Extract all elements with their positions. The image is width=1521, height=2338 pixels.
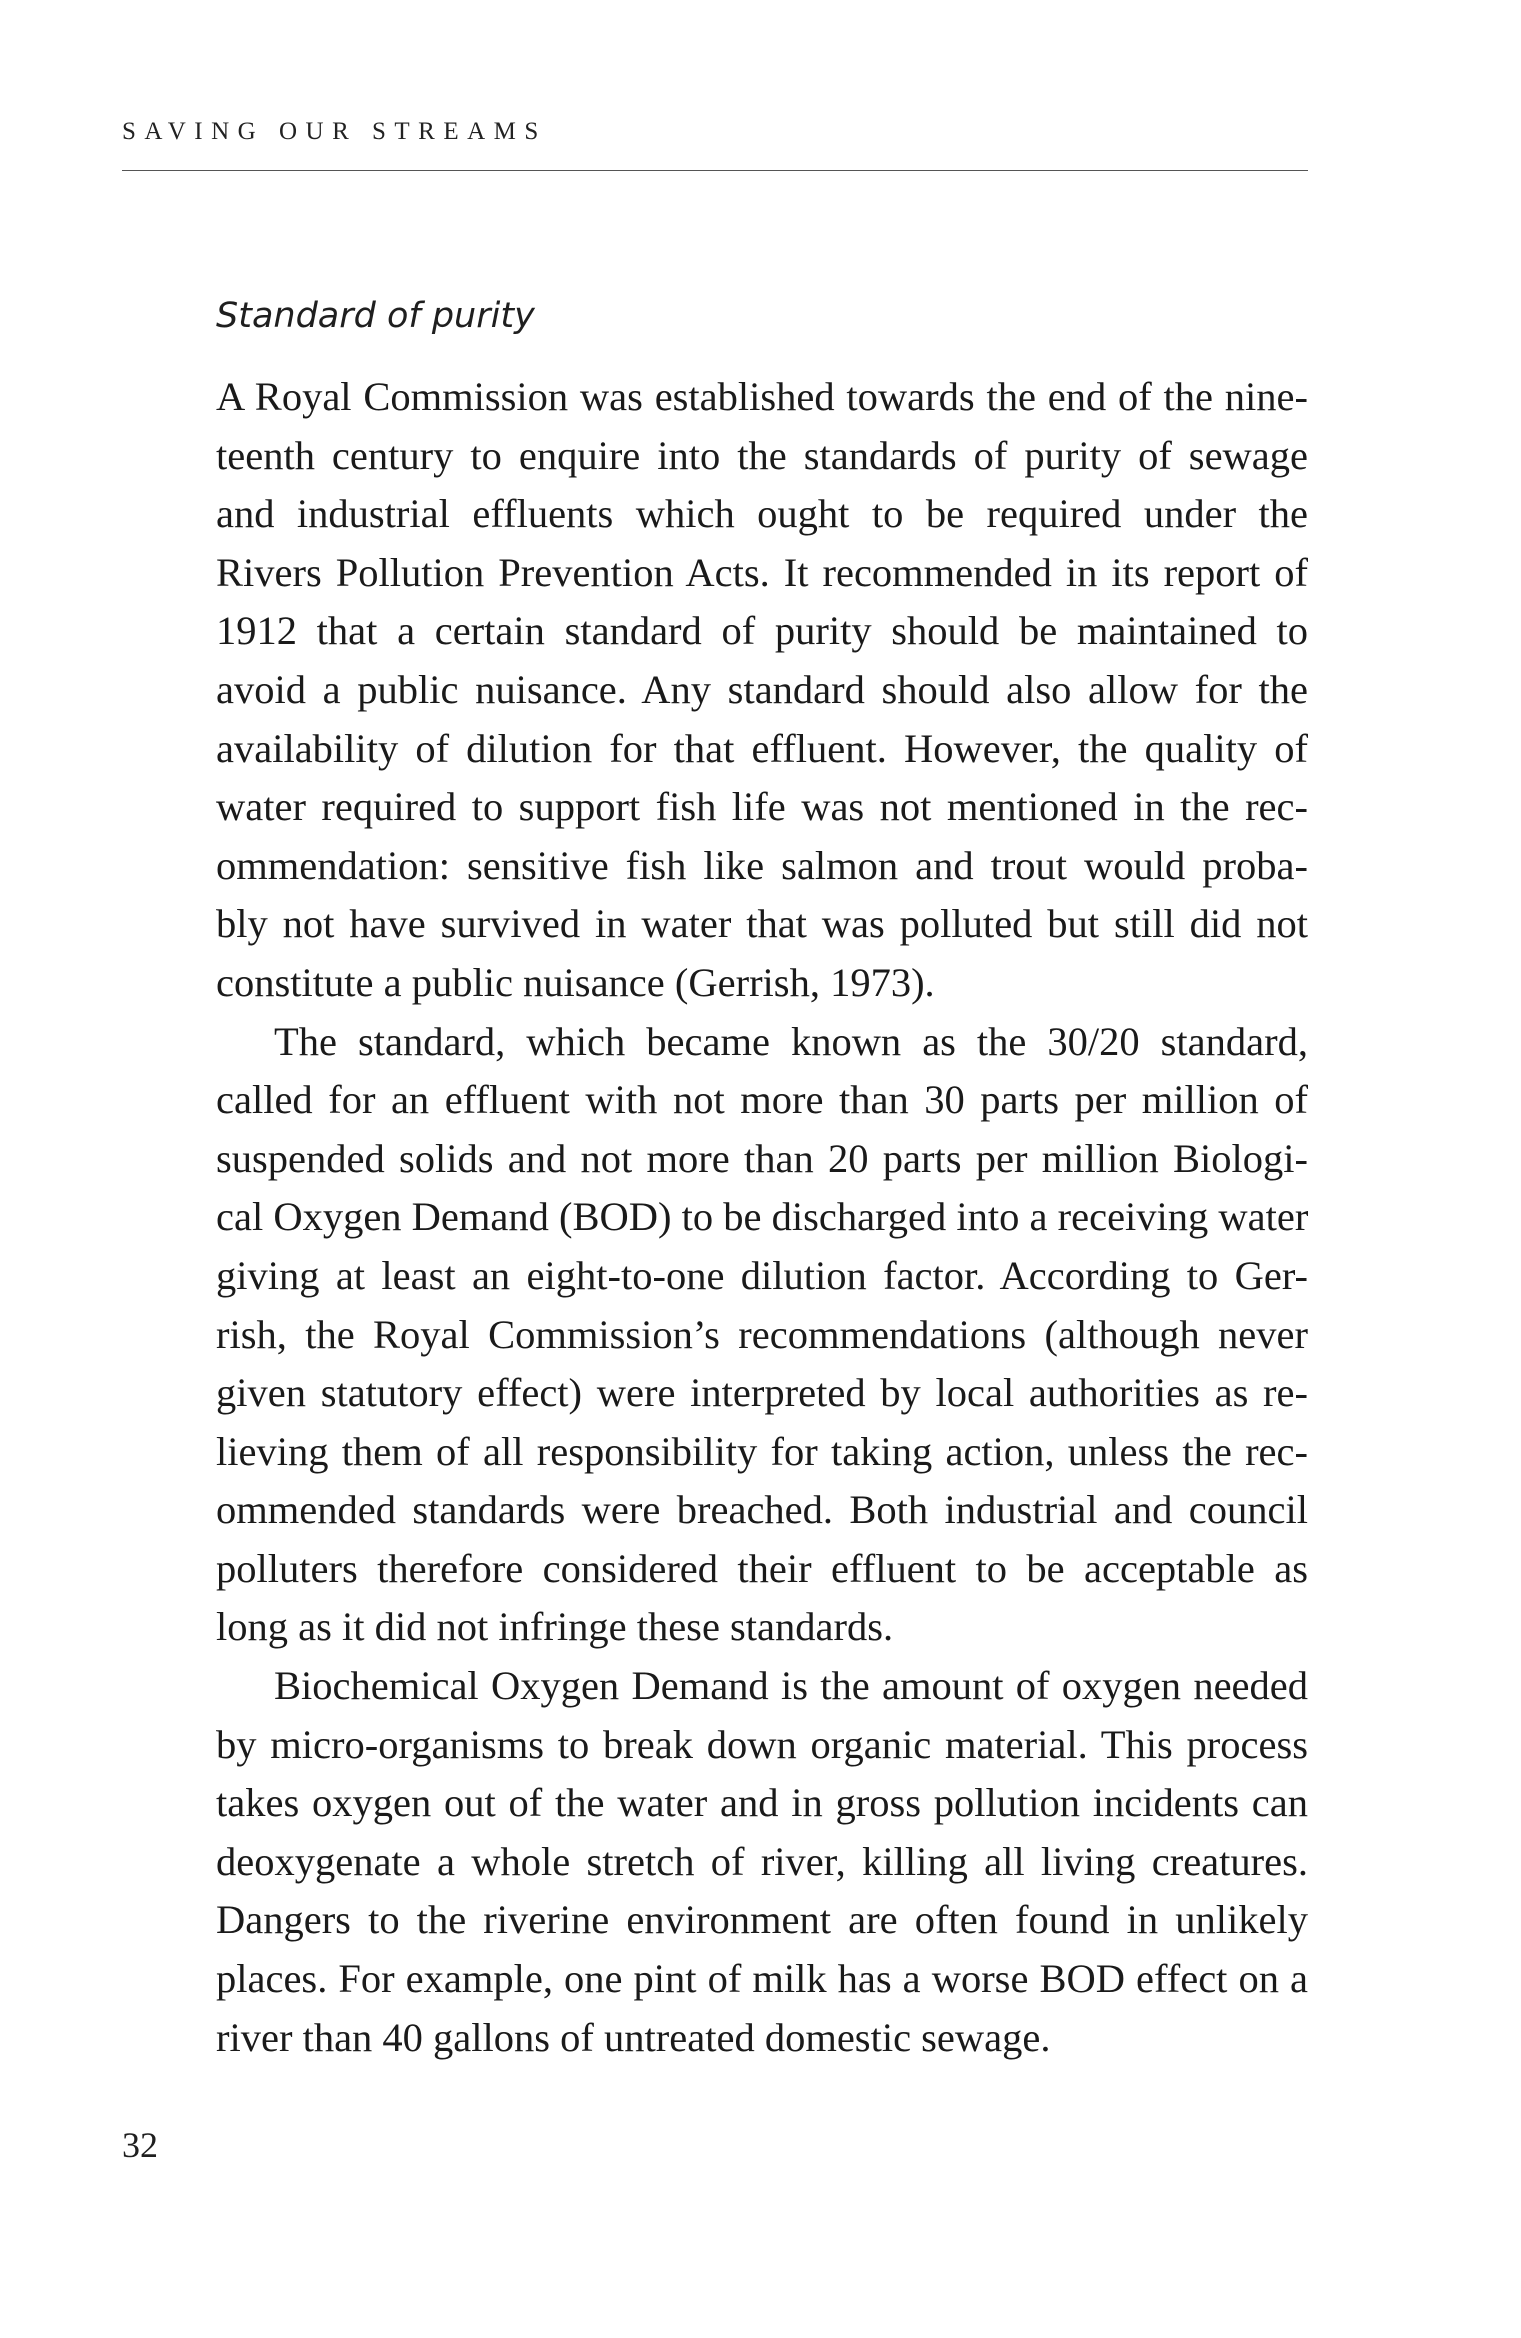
text-line: bly not have survived in water that was polluted but still did not xyxy=(216,901,1308,947)
text-line: constitute a public nuisance (Gerrish, 1973). xyxy=(216,959,935,1005)
text-line: avoid a public nuisance. Any standard should also allow for the xyxy=(216,666,1308,712)
text-line: Dangers to the riverine environment are often found in unlikely xyxy=(216,1897,1308,1943)
text-line: teenth century to enquire into the standards of purity of sewage xyxy=(216,432,1308,478)
header-rule xyxy=(122,170,1308,171)
text-line: places. For example, one pint of milk has a worse BOD effect on a xyxy=(216,1956,1308,2002)
text-line: A Royal Commission was established towards the end of the nine- xyxy=(216,374,1308,419)
text-line: deoxygenate a whole stretch of river, killing all living creatures. xyxy=(216,1838,1308,1884)
text-line: river than 40 gallons of untreated domestic sewage. xyxy=(216,2014,1051,2060)
paragraph-1 xyxy=(216,368,1308,1013)
text-line: The standard, which became known as the 30/20 standard, xyxy=(274,1018,1308,1064)
running-head: SAVING OUR STREAMS xyxy=(122,118,547,145)
text-line: Rivers Pollution Prevention Acts. It recommended in its report of xyxy=(216,549,1308,595)
text-line: polluters therefore considered their effluent to be acceptable as xyxy=(216,1545,1308,1591)
text-line: Biochemical Oxygen Demand is the amount of oxygen needed xyxy=(274,1663,1308,1709)
text-line: and industrial effluents which ought to be required under the xyxy=(216,491,1308,537)
text-line: lieving them of all responsibility for taking action, unless the rec- xyxy=(216,1428,1308,1474)
page-number: 32 xyxy=(122,2125,158,2165)
text-line: by micro-organisms to break down organic material. This process xyxy=(216,1721,1308,1767)
text-line: called for an effluent with not more than 30 parts per million of xyxy=(216,1077,1308,1123)
text-line: ommended standards were breached. Both industrial and council xyxy=(216,1487,1308,1533)
paragraph-3 xyxy=(216,1657,1308,2067)
text-line: availability of dilution for that effluent. However, the quality of xyxy=(216,725,1308,771)
text-line: suspended solids and not more than 20 parts per million Biologi- xyxy=(216,1135,1308,1181)
text-line: cal Oxygen Demand (BOD) to be discharged into a receiving water xyxy=(216,1194,1309,1240)
section-heading: Standard of purity xyxy=(216,296,535,336)
paragraph-2 xyxy=(216,1013,1308,1658)
text-line: 1912 that a certain standard of purity should be maintained to xyxy=(216,608,1308,654)
text-line: water required to support fish life was not mentioned in the rec- xyxy=(216,784,1308,830)
text-line: takes oxygen out of the water and in gross pollution incidents can xyxy=(216,1780,1308,1826)
body-text xyxy=(216,368,1308,2067)
text-line: long as it did not infringe these standards. xyxy=(216,1604,894,1650)
text-line: given statutory effect) were interpreted by local authorities as re- xyxy=(216,1370,1308,1416)
text-line: giving at least an eight-to-one dilution factor. According to Ger- xyxy=(216,1252,1308,1298)
text-line: ommendation: sensitive fish like salmon and trout would proba- xyxy=(216,842,1308,888)
text-line: rish, the Royal Commission’s recommendations (although never xyxy=(216,1311,1308,1357)
